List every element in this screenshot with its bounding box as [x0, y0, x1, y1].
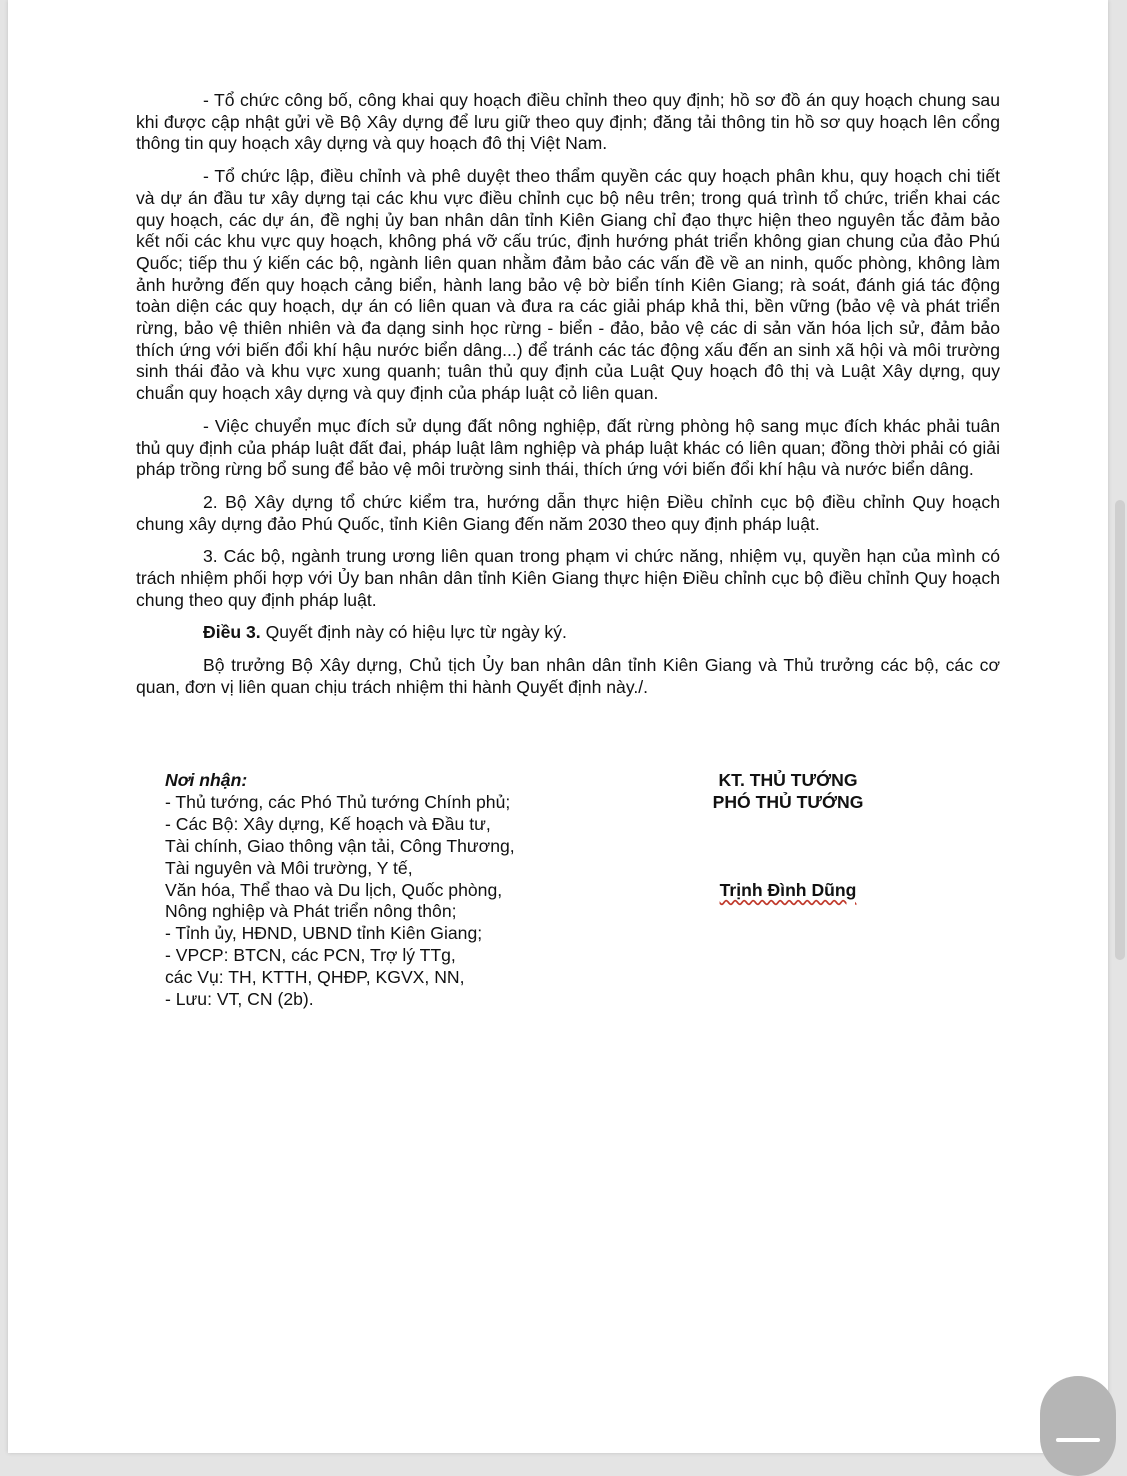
paragraph-item-2: 2. Bộ Xây dựng tổ chức kiểm tra, hướng dẫn thực hiện Điều chỉnh cục bộ điều chỉnh Quy hoạch chung xây dựng đảo Phú Quốc, tỉnh Kiên Giang đến năm 2030 theo quy định pháp luật.	[136, 491, 1000, 534]
recipient-line: Tài nguyên và Môi trường, Y tế,	[165, 857, 413, 878]
menu-handle-icon	[1056, 1438, 1100, 1442]
signature-title-1: KT. THỦ TƯỚNG	[718, 770, 858, 790]
paragraph-land-use: - Việc chuyển mục đích sử dụng đất nông nghiệp, đất rừng phòng hộ sang mục đích khác phải tuân thủ quy định của pháp luật đất đai, pháp luật lâm nghiệp và pháp luật khác có liên quan; đồng thời phải có giải pháp trồng rừng bổ sung để bảo vệ môi trường sinh thái, thích ứng với biến đổi khí hậu và nước biển dâng.	[136, 415, 1000, 480]
recipient-line: - Thủ tướng, các Phó Thủ tướng Chính phủ;	[165, 791, 511, 812]
closing-paragraph: Bộ trưởng Bộ Xây dựng, Chủ tịch Ủy ban nhân dân tỉnh Kiên Giang và Thủ trưởng các bộ, các cơ quan, đơn vị liên quan chịu trách nhiệm thi hành Quyết định này./.	[136, 655, 1000, 697]
signer-name: Trịnh Đình Dũng	[719, 880, 857, 900]
recipient-line: - VPCP: BTCN, các PCN, Trợ lý TTg,	[165, 945, 456, 966]
paragraph-publish-plan: - Tổ chức công bố, công khai quy hoạch điều chỉnh theo quy định; hồ sơ đồ án quy hoạch chung sau khi được cập nhật gửi về Bộ Xây dựng để lưu giữ theo quy định; đăng tải thông tin hồ sơ quy hoạch lên cổng thông tin quy hoạch xây dựng và quy hoạch đô thị Việt Nam.	[136, 90, 1000, 154]
article-3	[136, 622, 1000, 644]
signature-title-2: PHÓ THỦ TƯỚNG	[712, 791, 864, 812]
recipients-heading: Nơi nhận:	[165, 770, 248, 790]
recipient-line: - Tỉnh ủy, HĐND, UBND tỉnh Kiên Giang;	[165, 923, 483, 944]
scrollbar[interactable]	[1115, 500, 1125, 960]
recipient-line: Văn hóa, Thể thao và Du lịch, Quốc phòng,	[165, 879, 503, 900]
recipient-line: Tài chính, Giao thông vận tải, Công Thương,	[165, 835, 515, 856]
article-3-label: Điều 3.	[203, 622, 261, 643]
recipient-line: - Các Bộ: Xây dựng, Kế hoạch và Đầu tư,	[165, 813, 491, 834]
recipient-line: các Vụ: TH, KTTH, QHĐP, KGVX, NN,	[165, 967, 465, 988]
signature-block	[648, 770, 928, 814]
paragraph-item-3: 3. Các bộ, ngành trung ương liên quan trong phạm vi chức năng, nhiệm vụ, quyền hạn của mình có trách nhiệm phối hợp với Ủy ban nhân dân tỉnh Kiên Giang thực hiện Điều chỉnh cục bộ điều chỉnh Quy hoạch chung theo quy định pháp luật.	[136, 546, 1000, 610]
recipients-block	[165, 770, 635, 1011]
document-body	[136, 90, 1000, 710]
paragraph-organize-plans: - Tổ chức lập, điều chỉnh và phê duyệt theo thẩm quyền các quy hoạch phân khu, quy hoạch chi tiết và dự án đầu tư xây dựng tại các khu vực điều chỉnh cục bộ nêu trên; trong quá trình tổ chức, triển khai các quy hoạch, các dự án, đề nghị ủy ban nhân dân tỉnh Kiên Giang chỉ đạo thực hiện theo nguyên tắc đảm bảo kết nối các khu vực quy hoạch, không phá vỡ cấu trúc, định hướng phát triển không gian chung của đảo Phú Quốc; tiếp thu ý kiến các bộ, ngành liên quan nhằm đảm bảo các vấn đề về an ninh, quốc phòng, không làm ảnh hưởng đến quy hoạch cảng biển, hành lang bảo vệ bờ biển tính Kiên Giang; rà soát, đánh giá tác động toàn diện các quy hoạch, dự án có liên quan và đưa ra các giải pháp khả thi, bền vững (bảo vệ và phát triển rừng, bảo vệ thiên nhiên và đa dạng sinh học rừng - biển - đảo, bảo vệ các di sản văn hóa lịch sử, đảm bảo thích ứng với biến đổi khí hậu nước biển dâng...) để tránh các tác động xấu đến an sinh xã hội và môi trường sinh thái đảo và khu vực xung quanh; tuân thủ quy định của Luật Quy hoạch đô thị và Luật Xây dựng, quy chuẩn quy hoạch xây dựng và quy định của pháp luật cỏ liên quan.	[136, 166, 1000, 404]
article-3-text: Quyết định này có hiệu lực từ ngày ký.	[260, 622, 567, 643]
menu-handle-button[interactable]	[1040, 1376, 1116, 1476]
recipient-line: Nông nghiệp và Phát triển nông thôn;	[165, 901, 457, 922]
document-page	[8, 0, 1108, 1453]
recipient-line: - Lưu: VT, CN (2b).	[165, 989, 314, 1010]
